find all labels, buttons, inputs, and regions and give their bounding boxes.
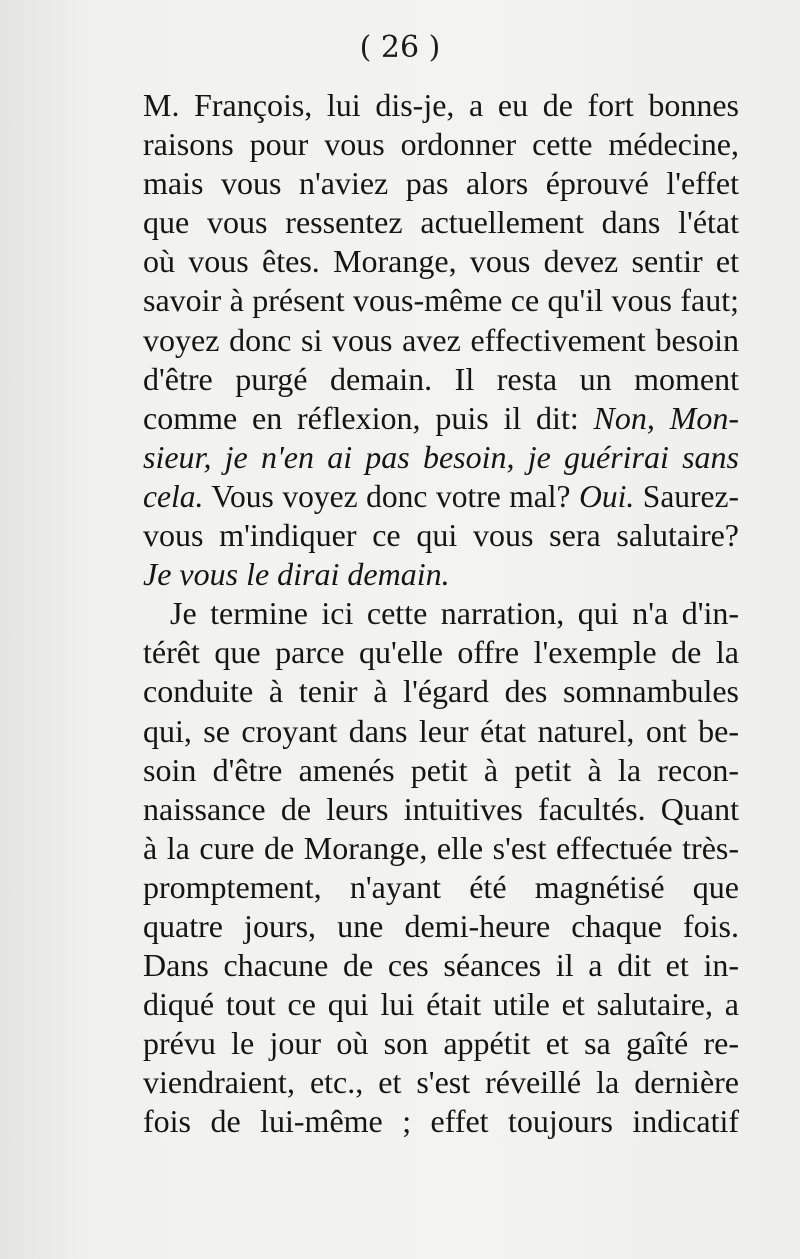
- text-line: [143, 203, 739, 242]
- text-line: [143, 868, 739, 907]
- text-line: [143, 829, 739, 868]
- text-segment: térêt que parce qu'elle offre l'exemple de la: [143, 634, 739, 671]
- text-line: [143, 712, 739, 751]
- text-line: [143, 86, 739, 125]
- text-segment: où vous êtes. Morange, vous devez sentir et: [143, 243, 739, 280]
- text-line: [143, 164, 739, 203]
- body-text: [143, 86, 739, 1142]
- text-segment: raisons pour vous ordonner cette médecine,: [143, 126, 739, 163]
- text-segment: conduite à tenir à l'égard des somnambules: [143, 673, 739, 710]
- italic-segment: sieur, je n'en ai pas besoin, je guérirai sans: [143, 438, 739, 475]
- text-segment: d'être purgé demain. Il resta un moment: [143, 360, 739, 397]
- text-segment: voyez donc si vous avez effectivement besoin: [143, 321, 739, 358]
- text-segment: qui, se croyant dans leur état naturel, ont be-: [143, 712, 739, 749]
- text-segment: Je termine ici cette narration, qui n'a d'in-: [170, 595, 739, 632]
- text-line: [143, 555, 739, 594]
- italic-segment: Non, Mon-: [593, 399, 740, 436]
- text-line: [143, 1102, 739, 1141]
- italic-segment: cela.: [143, 478, 204, 514]
- text-segment: quatre jours, une demi-heure chaque fois.: [143, 907, 739, 944]
- text-segment: promptement, n'ayant été magnétisé que: [143, 868, 739, 905]
- italic-segment: Oui.: [579, 478, 635, 514]
- text-line: [143, 751, 739, 790]
- text-segment: diqué tout ce qui lui était utile et salutaire, a: [143, 986, 739, 1023]
- text-line: [143, 946, 739, 985]
- text-line: [143, 321, 739, 360]
- text-segment: comme en réflexion, puis il dit:: [143, 399, 594, 436]
- text-segment: fois de lui-même ; effet toujours indicatif: [143, 1103, 739, 1140]
- page-number: ( 26 ): [359, 30, 441, 65]
- text-segment: Saurez-: [634, 478, 739, 514]
- paragraph-start-line: [143, 594, 739, 633]
- text-segment: vous m'indiquer ce qui vous sera salutaire?: [143, 517, 739, 554]
- text-segment: soin d'être amenés petit à petit à la recon-: [143, 751, 739, 788]
- text-segment: naissance de leurs intuitives facultés. Quant: [143, 790, 739, 827]
- text-line: [143, 360, 739, 399]
- text-line: [143, 790, 739, 829]
- text-line: [143, 477, 739, 516]
- text-line: [143, 438, 739, 477]
- text-segment: que vous ressentez actuellement dans l'état: [143, 204, 739, 241]
- text-line: [143, 633, 739, 672]
- text-line: [143, 125, 739, 164]
- text-line: [143, 985, 739, 1024]
- text-segment: Dans chacune de ces séances il a dit et in-: [143, 947, 739, 984]
- text-segment: Vous voyez donc votre mal?: [203, 478, 580, 514]
- text-line: [143, 907, 739, 946]
- text-segment: à la cure de Morange, elle s'est effectuée très-: [143, 829, 739, 866]
- text-line: [143, 672, 739, 711]
- text-line: [143, 399, 739, 438]
- text-segment: mais vous n'aviez pas alors éprouvé l'effet: [143, 165, 739, 202]
- text-line: [143, 242, 739, 281]
- text-segment: viendraient, etc., et s'est réveillé la dernière: [143, 1064, 739, 1101]
- text-line: [143, 516, 739, 555]
- text-segment: M. François, lui dis-je, a eu de fort bonnes: [143, 87, 739, 123]
- text-line: [143, 1024, 739, 1063]
- text-line: [143, 1063, 739, 1102]
- italic-segment: Je vous le dirai demain.: [143, 556, 450, 593]
- text-segment: savoir à présent vous-même ce qu'il vous faut;: [143, 282, 739, 319]
- text-segment: prévu le jour où son appétit et sa gaîté re-: [143, 1025, 739, 1062]
- text-line: [143, 281, 739, 320]
